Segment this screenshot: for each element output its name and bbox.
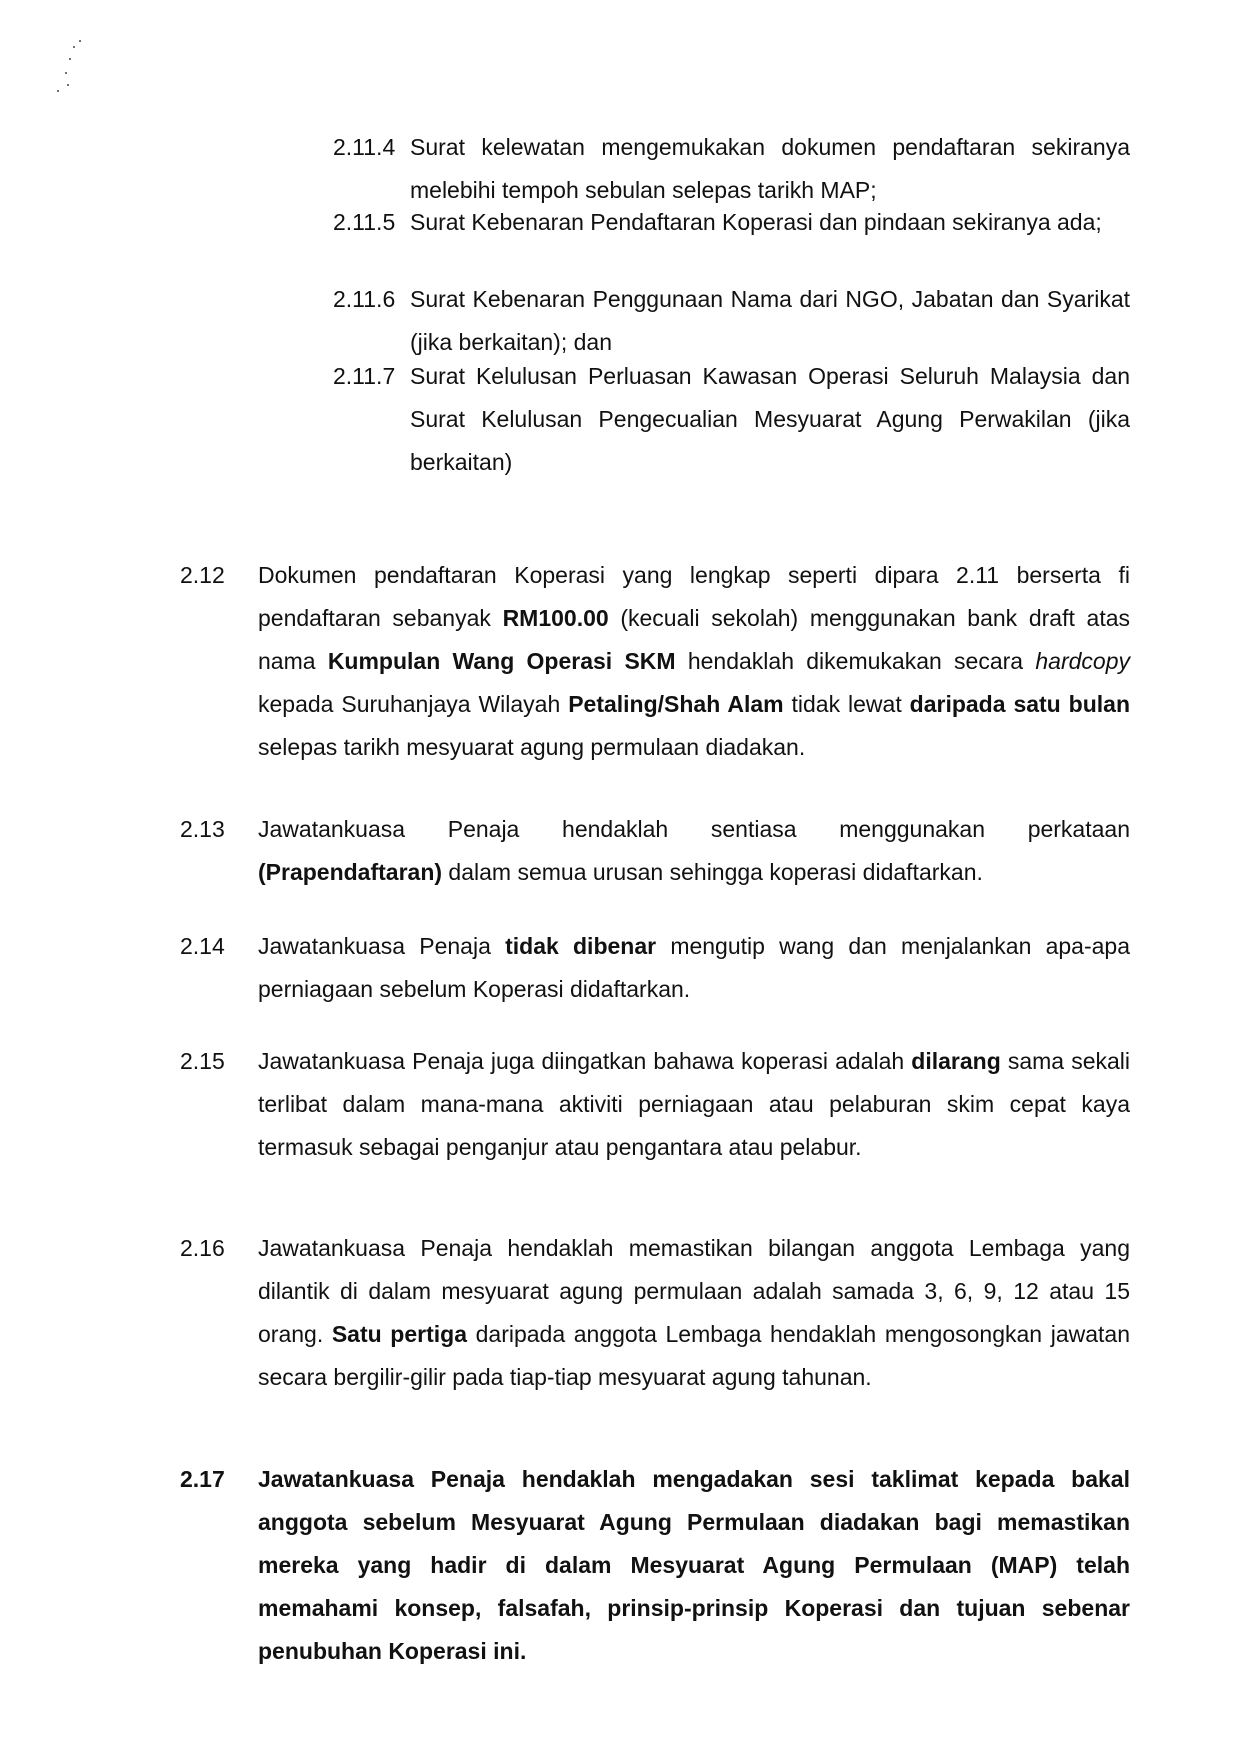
paragraph-2-14 [180,925,1130,1011]
paragraph-2-17 [180,1458,1130,1673]
paragraph-number: 2.14 [180,933,225,959]
sub-item-number: 2.11.4 [333,134,396,160]
paragraph-number: 2.16 [180,1235,225,1261]
sub-item-text: Surat Kebenaran Penggunaan Nama dari NGO, Jabatan dan Syarikat (jika berkaitan); dan [410,286,1130,355]
scan-specks [55,32,85,102]
sub-item-number: 2.11.6 [333,286,396,312]
paragraph-text: Jawatankuasa Penaja hendaklah sentiasa menggunakan perkataan (Prapendaftaran) dalam semua urusan sehingga koperasi didaftarkan. [258,816,1130,885]
paragraph-number: 2.12 [180,562,225,588]
sub-item-text: Surat Kelulusan Perluasan Kawasan Operasi Seluruh Malaysia dan Surat Kelulusan Pengecualian Mesyuarat Agung Perwakilan (jika berkaitan) [410,363,1130,475]
paragraph-text: Jawatankuasa Penaja tidak dibenar mengutip wang dan menjalankan apa-apa perniagaan sebelum Koperasi didaftarkan. [258,933,1130,1002]
sub-item-2-11-7 [333,355,1130,484]
sub-item-number: 2.11.5 [333,209,396,235]
sub-item-2-11-5 [333,201,1130,244]
paragraph-number: 2.17 [180,1466,225,1492]
sub-item-2-11-6 [333,278,1130,364]
paragraph-text: Jawatankuasa Penaja juga diingatkan bahawa koperasi adalah dilarang sama sekali terlibat dalam mana-mana aktiviti perniagaan atau pelaburan skim cepat kaya termasuk sebagai penganjur atau pengantara atau pelabur. [258,1048,1130,1160]
paragraph-2-12 [180,554,1130,769]
sub-item-text: Surat kelewatan mengemukakan dokumen pendaftaran sekiranya melebihi tempoh sebulan selepas tarikh MAP; [410,134,1130,203]
paragraph-2-16 [180,1227,1130,1399]
paragraph-text: Dokumen pendaftaran Koperasi yang lengkap seperti dipara 2.11 berserta fi pendaftaran sebanyak RM100.00 (kecuali sekolah) menggunakan bank draft atas nama Kumpulan Wang Operasi SKM hendaklah dikemukakan secara hardcopy kepada Suruhanjaya Wilayah Petaling/Shah Alam tidak lewat daripada satu bulan selepas tarikh mesyuarat agung permulaan diadakan. [258,562,1130,760]
paragraph-text: Jawatankuasa Penaja hendaklah mengadakan sesi taklimat kepada bakal anggota sebelum Mesyuarat Agung Permulaan diadakan bagi memastikan mereka yang hadir di dalam Mesyuarat Agung Permulaan (MAP) telah memahami konsep, falsafah, prinsip-prinsip Koperasi dan tujuan sebenar penubuhan Koperasi ini. [258,1466,1130,1664]
sub-item-number: 2.11.7 [333,363,396,389]
paragraph-number: 2.13 [180,816,225,842]
paragraph-text: Jawatankuasa Penaja hendaklah memastikan bilangan anggota Lembaga yang dilantik di dalam mesyuarat agung permulaan adalah samada 3, 6, 9, 12 atau 15 orang. Satu pertiga daripada anggota Lembaga hendaklah mengosongkan jawatan secara bergilir-gilir pada tiap-tiap mesyuarat agung tahunan. [258,1235,1130,1390]
paragraph-2-13 [180,808,1130,894]
paragraph-2-15 [180,1040,1130,1169]
paragraph-number: 2.15 [180,1048,225,1074]
sub-item-2-11-4 [333,126,1130,212]
sub-item-text: Surat Kebenaran Pendaftaran Koperasi dan pindaan sekiranya ada; [410,209,1102,235]
